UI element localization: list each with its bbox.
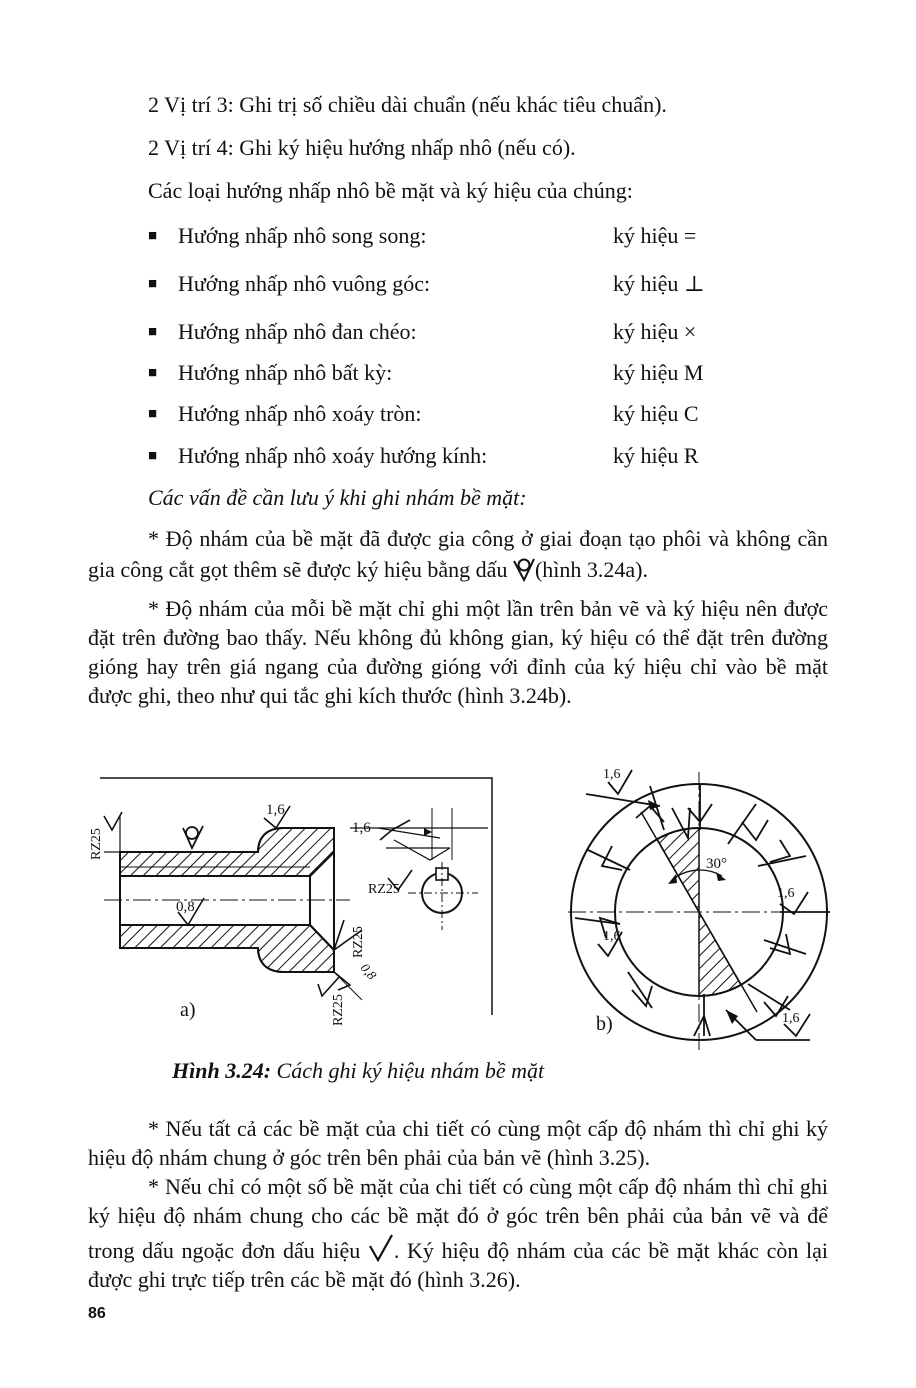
roughness-value-1-6: 1,6	[782, 1011, 800, 1026]
figure-b-drawing	[568, 770, 830, 1050]
paragraph-1	[88, 524, 828, 584]
figure-a-drawing	[100, 778, 492, 1015]
direction-symbol: ký hiệu R	[613, 443, 699, 468]
roughness-value-1-6: 1,6	[777, 886, 795, 901]
paragraph-3-text: * Nếu tất cả các bề mặt của chi tiết có cùng một cấp độ nhám thì chỉ ghi ký hiệu độ nhám chung ở góc trên bên phải của bản vẽ (hình 3.25).	[88, 1116, 828, 1170]
direction-symbol: ký hiệu C	[613, 401, 699, 426]
roughness-value-1-6: 1,6	[603, 929, 621, 944]
bullet-icon: ■	[148, 448, 158, 464]
roughness-rz25: RZ25	[89, 828, 104, 860]
roughness-check-icon	[368, 1234, 394, 1262]
direction-symbol: ký hiệu ×	[613, 319, 697, 344]
paragraph-4-text: * Nếu chỉ có một số bề mặt của chi tiết có cùng một cấp độ nhám thì chỉ ghi ký hiệu độ nhám chung cho các bề mặt đó ở góc trên bên phải của bản vẽ và để trong dấu ngoặc đơn dấu hiệu	[88, 1174, 828, 1263]
roughness-value-0-8: 0,8	[176, 899, 195, 915]
position-3-text: 2 Vị trí 3: Ghi trị số chiều dài chuẩn (nếu khác tiêu chuẩn).	[148, 92, 667, 117]
direction-symbol: ký hiệu ⊥	[613, 271, 705, 296]
roughness-value-1-6: 1,6	[603, 767, 621, 782]
paragraph-4	[88, 1172, 828, 1294]
bullet-icon: ■	[148, 406, 158, 422]
roughness-value-0-8: 0,8	[357, 960, 380, 983]
direction-label: Hướng nhấp nhô bất kỳ:	[178, 360, 393, 385]
bullet-icon: ■	[148, 365, 158, 381]
caption-text: Cách ghi ký hiệu nhám bề mặt	[271, 1058, 545, 1083]
bullet-icon: ■	[148, 324, 158, 340]
figure-label-a: a)	[180, 999, 196, 1021]
direction-symbol: ký hiệu M	[613, 360, 704, 385]
paragraph-3	[88, 1114, 828, 1172]
caption-number: Hình 3.24:	[172, 1058, 272, 1083]
roughness-value-1-6: 1,6	[352, 820, 371, 836]
position-4-text: 2 Vị trí 4: Ghi ký hiệu hướng nhấp nhô (nếu có).	[148, 135, 576, 160]
direction-label: Hướng nhấp nhô vuông góc:	[178, 271, 431, 296]
roughness-rz25: RZ25	[331, 994, 346, 1026]
paragraph-1-text: * Độ nhám của bề mặt đã được gia công ở giai đoạn tạo phôi và không cần gia công cắt gọt thêm sẽ được ký hiệu bằng dấu	[88, 526, 828, 582]
types-intro: Các loại hướng nhấp nhô bề mặt và ký hiệu của chúng:	[148, 178, 633, 203]
angle-label: 30°	[706, 856, 727, 872]
paragraph-2	[88, 594, 828, 710]
figure-caption	[172, 1058, 544, 1084]
paragraph-4-end: . Ký hiệu độ nhám của các bề mặt khác còn lại được ghi trực tiếp trên các bề mặt đó (hình 3.26).	[88, 1238, 828, 1292]
direction-label: Hướng nhấp nhô xoáy tròn:	[178, 401, 422, 426]
page-number: 86	[88, 1305, 106, 1322]
direction-symbol: ký hiệu =	[613, 223, 697, 248]
unmachined-roughness-icon	[513, 558, 535, 582]
roughness-rz25: RZ25	[351, 926, 366, 958]
direction-label: Hướng nhấp nhô xoáy hướng kính:	[178, 443, 488, 468]
roughness-rz25: RZ25	[368, 882, 400, 897]
notes-heading: Các vấn đề cần lưu ý khi ghi nhám bề mặt:	[148, 485, 527, 510]
paragraph-1-ref: (hình 3.24a).	[534, 557, 648, 582]
paragraph-2-text: * Độ nhám của mỗi bề mặt chỉ ghi một lần trên bản vẽ và ký hiệu nên được đặt trên đường bao thấy. Nếu không đủ không gian, ký hiệu có thể đặt trên đường gióng hay trên giá ngang của đường gióng với đỉnh của ký hiệu chỉ vào bề mặt được ghi, theo như qui tắc ghi kích thước (hình 3.24b).	[88, 596, 828, 708]
bullet-icon: ■	[148, 228, 158, 244]
roughness-value-1-6: 1,6	[266, 802, 285, 818]
bullet-icon: ■	[148, 276, 158, 292]
direction-label: Hướng nhấp nhô đan chéo:	[178, 319, 417, 344]
direction-label: Hướng nhấp nhô song song:	[178, 223, 427, 248]
figure-label-b: b)	[596, 1013, 613, 1035]
